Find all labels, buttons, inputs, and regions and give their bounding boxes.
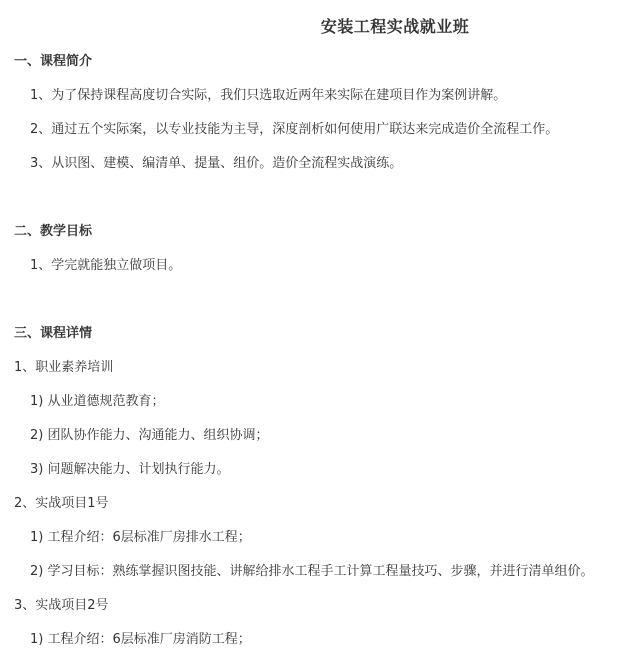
details-item: 2) 学习目标：熟练掌握识图技能、讲解给排水工程手工计算工程量技巧、步骤，并进行清单组价。 [30,564,594,579]
details-item: 1) 工程介绍：6层标准厂房消防工程； [30,632,251,647]
details-item: 1) 从业道德规范教育； [30,394,165,409]
section-heading-intro: 一、课程简介 [14,54,93,69]
details-group-label: 2、实战项目1号 [14,496,109,511]
goals-item: 1、学完就能独立做项目。 [30,258,182,273]
section-heading-goals: 二、教学目标 [14,224,93,239]
details-group-label: 1、职业素养培训 [14,360,114,375]
details-item: 1) 工程介绍：6层标准厂房排水工程； [30,530,251,545]
page-title: 安装工程实战就业班 [320,17,470,36]
details-item: 2) 团队协作能力、沟通能力、组织协调； [30,428,269,443]
intro-item: 1、为了保持课程高度切合实际，我们只选取近两年来实际在建项目作为案例讲解。 [30,88,507,103]
intro-item: 2、通过五个实际案，以专业技能为主导，深度剖析如何使用广联达来完成造价全流程工作。 [30,122,559,137]
details-group-label: 3、实战项目2号 [14,598,109,613]
details-item: 3) 问题解决能力、计划执行能力。 [30,462,230,477]
intro-item: 3、从识图、建模、编清单、提量、组价。造价全流程实战演练。 [30,156,403,171]
section-heading-details: 三、课程详情 [14,326,93,341]
